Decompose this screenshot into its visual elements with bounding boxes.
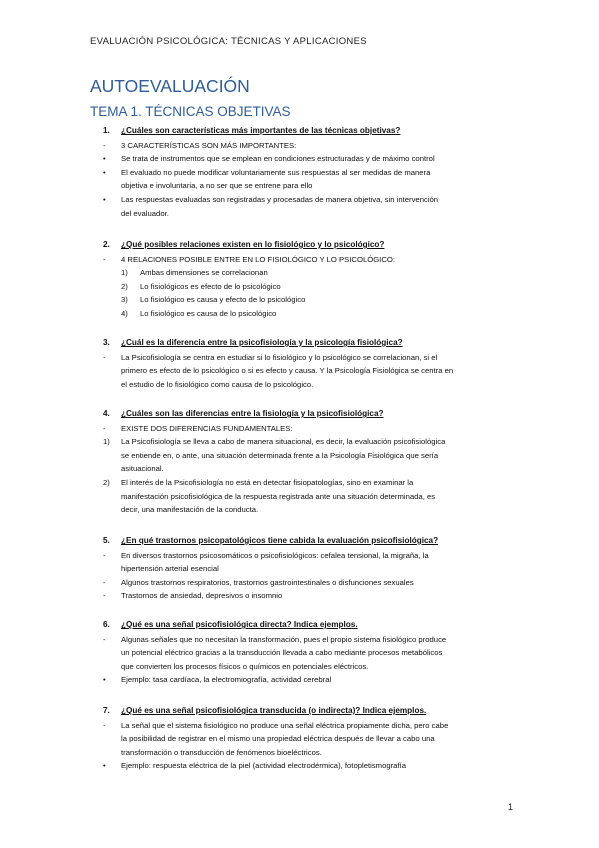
answer-text: Lo fisiológico es causa y efecto de lo psicológico (140, 295, 306, 305)
answer-text: manifestación psicofisiológica de la respuesta registrada ante una situación determinada, es (121, 491, 436, 501)
question-number: 4. (103, 409, 110, 418)
question-text: ¿Cuáles son características más importantes de las técnicas objetivas? (121, 126, 401, 135)
answer-text: 4 RELACIONES POSIBLE ENTRE EN LO FISIOLÓGICO Y LO PSICOLÓGICO: (121, 254, 395, 264)
answer-text: La señal que el sistema fisiológico no produce una señal eléctrica propiamente dicha, pero cabe (121, 720, 449, 730)
bullet-marker: • (103, 195, 106, 204)
answer-text: decir, una manifestación de la conducta. (121, 505, 259, 515)
list-marker: - (103, 634, 106, 644)
answer-text: Ejemplo: tasa cardíaca, la electromiografía, actividad cerebral (121, 675, 332, 685)
answer-text: la posibilidad de registrar en el mismo una propiedad eléctrica después de llevar a cabo una (121, 734, 435, 744)
question-number: 3. (103, 338, 110, 347)
answer-text: Ambas dimensiones se correlacionan (140, 268, 268, 278)
answer-text: En diversos trastornos psicosomáticos o psicofisiológicos: cefalea tensional, la migraña, la (121, 550, 429, 560)
list-marker: - (103, 720, 106, 730)
list-marker: - (103, 550, 106, 560)
list-marker: - (103, 423, 106, 433)
answer-text: Lo fisiológico es causa de lo psicológico (140, 309, 277, 318)
answer-text: Algunas señales que no necesitan la transformación, pues el propio sistema fisiológico produce (121, 634, 447, 644)
answer-text: La Psicofisiología se lleva a cabo de manera situacional, es decir, la evaluación psicofisiológica (121, 437, 446, 447)
answer-text: primero es efecto de lo psicológico o si es efecto y causa. Y la Psicología Fisiológica se centra en (121, 366, 454, 376)
list-marker: - (103, 140, 106, 150)
answer-text: transformación o transducción de fenómenos bioeléctricos. (121, 747, 322, 757)
answer-text: hipertensión arterial esencial (121, 564, 219, 574)
list-marker: 1) (121, 268, 128, 278)
answer-text: Lo fisiológicos es efecto de lo psicológico (140, 281, 281, 291)
answer-text: objetiva e involuntaria, a no ser que se entrene para ello (121, 181, 313, 191)
list-marker: 3) (121, 295, 128, 305)
question-number: 6. (103, 620, 110, 629)
question-text: ¿Qué posibles relaciones existen en lo fisiológico y lo psicológico? (121, 240, 385, 249)
answer-text: Se trata de instrumentos que se emplean en condiciones estructuradas y de máximo control (121, 154, 435, 164)
answer-text: El evaluado no puede modificar voluntariamente sus respuestas al ser medidas de manera (121, 167, 431, 177)
bullet-marker: • (103, 675, 106, 685)
bullet-marker: • (103, 761, 106, 771)
list-marker: 1) (103, 437, 110, 447)
answer-text: se entiende en, o ante, una situación determinada frente a la Psicología Fisiológica que sería (121, 450, 439, 460)
answer-text: Ejemplo: respuesta eléctrica de la piel (actividad electrodérmica), fotopletismografía (121, 761, 407, 771)
question-text: ¿Qué es una señal psicofisiológica transducida (o indirecta)? Indica ejemplos. (121, 706, 427, 715)
question-number: 5. (103, 536, 110, 545)
answer-text: Algunos trastornos respiratorios, trastornos gastrointestinales o disfunciones sexuales (121, 577, 414, 587)
question-number: 2. (103, 240, 110, 249)
running-header: EVALUACIÓN PSICOLÓGICA: TÉCNICAS Y APLICACIONES (90, 36, 367, 47)
answer-text: La Psicofisiología se centra en estudiar si lo fisiológico y lo psicológico se correlacionan, si el (121, 352, 438, 362)
answer-text: 3 CARACTERÍSTICAS SON MÁS IMPORTANTES: (121, 140, 297, 150)
answer-text: un potencial eléctrico gracias a la transducción llevada a cabo mediante procesos metabólicos (121, 648, 443, 658)
list-marker: - (103, 352, 106, 362)
answer-text: Trastornos de ansiedad, depresivos o insomnio (121, 591, 283, 601)
list-marker: - (103, 591, 106, 601)
page-number: 1 (508, 802, 514, 812)
topic-title: TEMA 1. TÉCNICAS OBJETIVAS (90, 104, 291, 119)
question-text: ¿En qué trastornos psicopatológicos tiene cabida la evaluación psicofisiológica? (121, 536, 439, 545)
list-marker: 2) (121, 281, 128, 291)
answer-text: asituacional. (121, 464, 164, 474)
list-marker: - (103, 577, 106, 587)
answer-text: EXISTE DOS DIFERENCIAS FUNDAMENTALES: (121, 423, 293, 433)
question-text: ¿Cuál es la diferencia entre la psicofisiología y la psicología fisiológica? (121, 338, 403, 347)
answer-text: que convierten los procesos físicos o químicos en potenciales eléctricos. (121, 661, 369, 671)
answer-text: del evaluador. (121, 208, 169, 218)
answer-text: Las respuestas evaluadas son registradas y procesadas de manera objetiva, sin intervención (121, 195, 439, 204)
question-text: ¿Cuáles son las diferencias entre la fisiología y la psicofisiológica? (121, 409, 384, 418)
list-marker: - (103, 254, 106, 264)
question-number: 1. (103, 126, 110, 135)
bullet-marker: • (103, 167, 106, 177)
list-marker: 2) (103, 478, 110, 487)
question-number: 7. (103, 706, 110, 715)
answer-text: El interés de la Psicofisiología no está en detectar fisiopatologías, sino en examinar la (121, 478, 414, 487)
section-title: AUTOEVALUACIÓN (90, 76, 250, 96)
list-marker: 4) (121, 309, 128, 318)
answer-text: el estudio de lo fisiológico como causa de lo psicológico. (121, 379, 314, 389)
question-text: ¿Qué es una señal psicofisiológica directa? Indica ejemplos. (121, 620, 358, 629)
bullet-marker: • (103, 154, 106, 164)
